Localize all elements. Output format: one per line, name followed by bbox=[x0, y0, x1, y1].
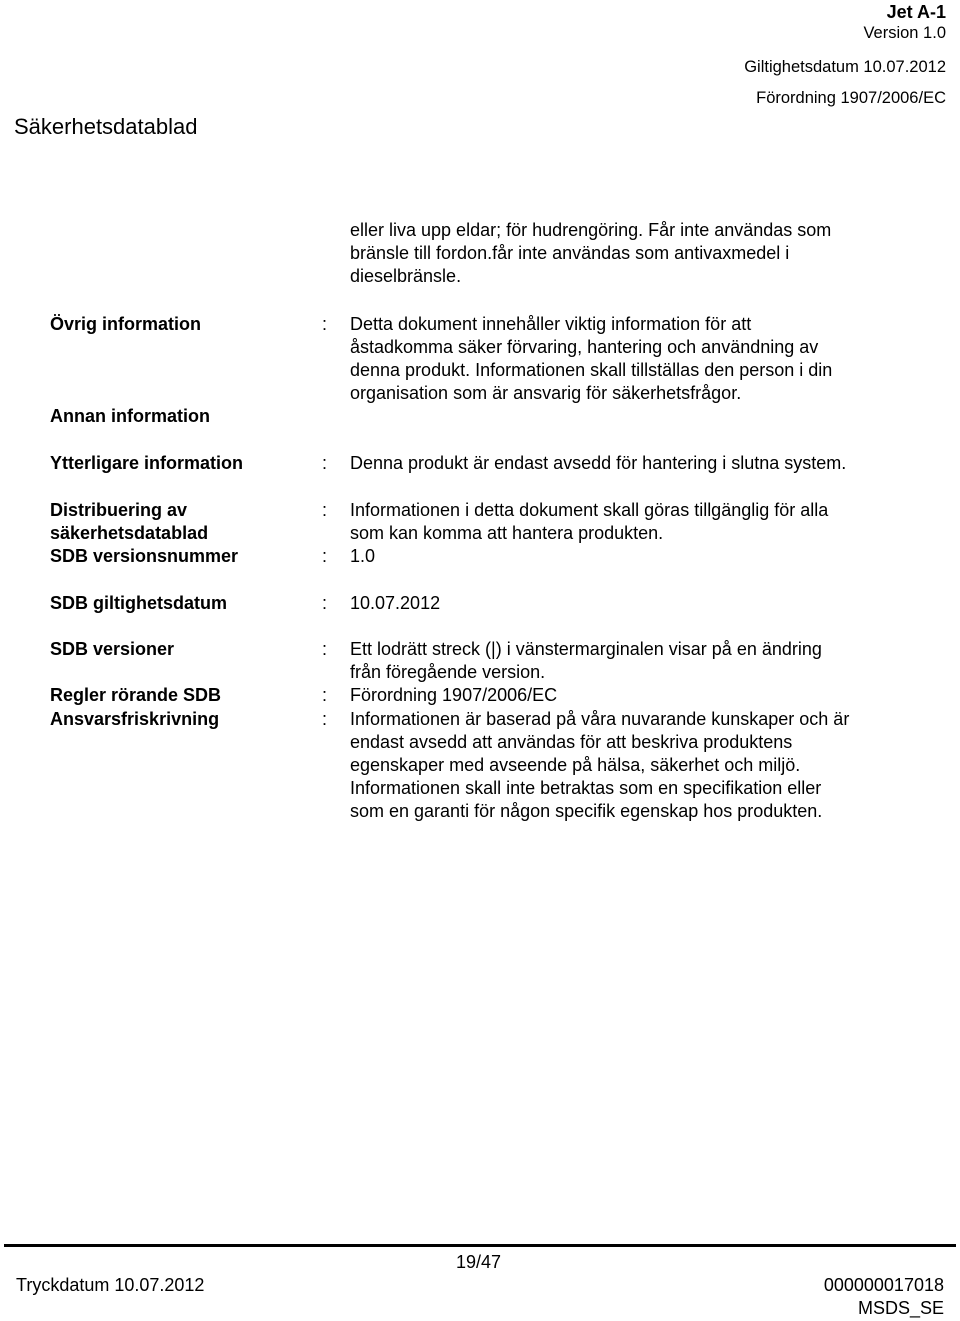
ansvarsfriskrivning-text: egenskaper med avseende på hälsa, säkerhet och miljö. bbox=[350, 755, 801, 775]
continuation-line: bränsle till fordon.får inte användas som antivaxmedel i bbox=[350, 243, 790, 263]
separator-colon: : bbox=[322, 453, 328, 473]
regler-value: Förordning 1907/2006/EC bbox=[350, 685, 558, 705]
page-number: 19/47 bbox=[456, 1252, 502, 1272]
sdb-giltighetsdatum-value: 10.07.2012 bbox=[350, 593, 441, 613]
separator-colon: : bbox=[322, 685, 328, 705]
regulation-label: Förordning 1907/2006/EC bbox=[756, 89, 946, 107]
ovrig-information-label: Övrig information bbox=[50, 314, 202, 334]
document-number: 000000017018 bbox=[823, 1275, 944, 1295]
ovrig-information-text: denna produkt. Informationen skall tillställas den person i din bbox=[350, 360, 833, 380]
continuation-line: dieselbränsle. bbox=[350, 266, 462, 286]
sdb-versioner-text: Ett lodrätt streck (|) i vänstermarginalen visar på en ändring bbox=[350, 639, 822, 659]
regler-label: Regler rörande SDB bbox=[50, 685, 222, 705]
separator-colon: : bbox=[322, 546, 328, 566]
sdb-giltighetsdatum-label: SDB giltighetsdatum bbox=[50, 593, 228, 613]
separator-colon: : bbox=[322, 709, 328, 729]
continuation-line: eller liva upp eldar; för hudrengöring. Får inte användas som bbox=[350, 220, 832, 240]
ovrig-information-text: Detta dokument innehåller viktig information för att bbox=[350, 314, 752, 334]
ansvarsfriskrivning-label: Ansvarsfriskrivning bbox=[50, 709, 220, 729]
product-name: Jet A-1 bbox=[886, 2, 946, 22]
ansvarsfriskrivning-text: Informationen är baserad på våra nuvarande kunskaper och är bbox=[350, 709, 850, 729]
document-code: MSDS_SE bbox=[857, 1298, 944, 1318]
distribuering-label: säkerhetsdatablad bbox=[50, 523, 209, 543]
ansvarsfriskrivning-text: endast avsedd att användas för att beskriva produktens bbox=[350, 732, 793, 752]
distribuering-text: Informationen i detta dokument skall göras tillgänglig för alla bbox=[350, 500, 829, 520]
sdb-versioner-text: från föregående version. bbox=[350, 662, 546, 682]
validity-date: Giltighetsdatum 10.07.2012 bbox=[744, 58, 946, 76]
distribuering-label: Distribuering av bbox=[50, 500, 188, 520]
separator-colon: : bbox=[322, 593, 328, 613]
ovrig-information-text: organisation som är ansvarig för säkerhetsfrågor. bbox=[350, 383, 742, 403]
footer-divider bbox=[4, 1244, 956, 1247]
ytterligare-information-label: Ytterligare information bbox=[50, 453, 244, 473]
ansvarsfriskrivning-text: Informationen skall inte betraktas som en specifikation eller bbox=[350, 778, 822, 798]
sdb-versionsnummer-label: SDB versionsnummer bbox=[50, 546, 239, 566]
document-title: Säkerhetsdatablad bbox=[14, 114, 198, 139]
ovrig-information-text: åstadkomma säker förvaring, hantering och användning av bbox=[350, 337, 819, 357]
sdb-versionsnummer-value: 1.0 bbox=[350, 546, 376, 566]
separator-colon: : bbox=[322, 314, 328, 334]
separator-colon: : bbox=[322, 639, 328, 659]
ansvarsfriskrivning-text: som en garanti för någon specifik egenskap hos produkten. bbox=[350, 801, 823, 821]
print-date: Tryckdatum 10.07.2012 bbox=[16, 1275, 205, 1295]
sdb-versioner-label: SDB versioner bbox=[50, 639, 175, 659]
annan-information-label: Annan information bbox=[50, 406, 210, 426]
version-label: Version 1.0 bbox=[863, 24, 946, 42]
ytterligare-information-text: Denna produkt är endast avsedd för hantering i slutna system. bbox=[350, 453, 847, 473]
distribuering-text: som kan komma att hantera produkten. bbox=[350, 523, 664, 543]
separator-colon: : bbox=[322, 500, 328, 520]
